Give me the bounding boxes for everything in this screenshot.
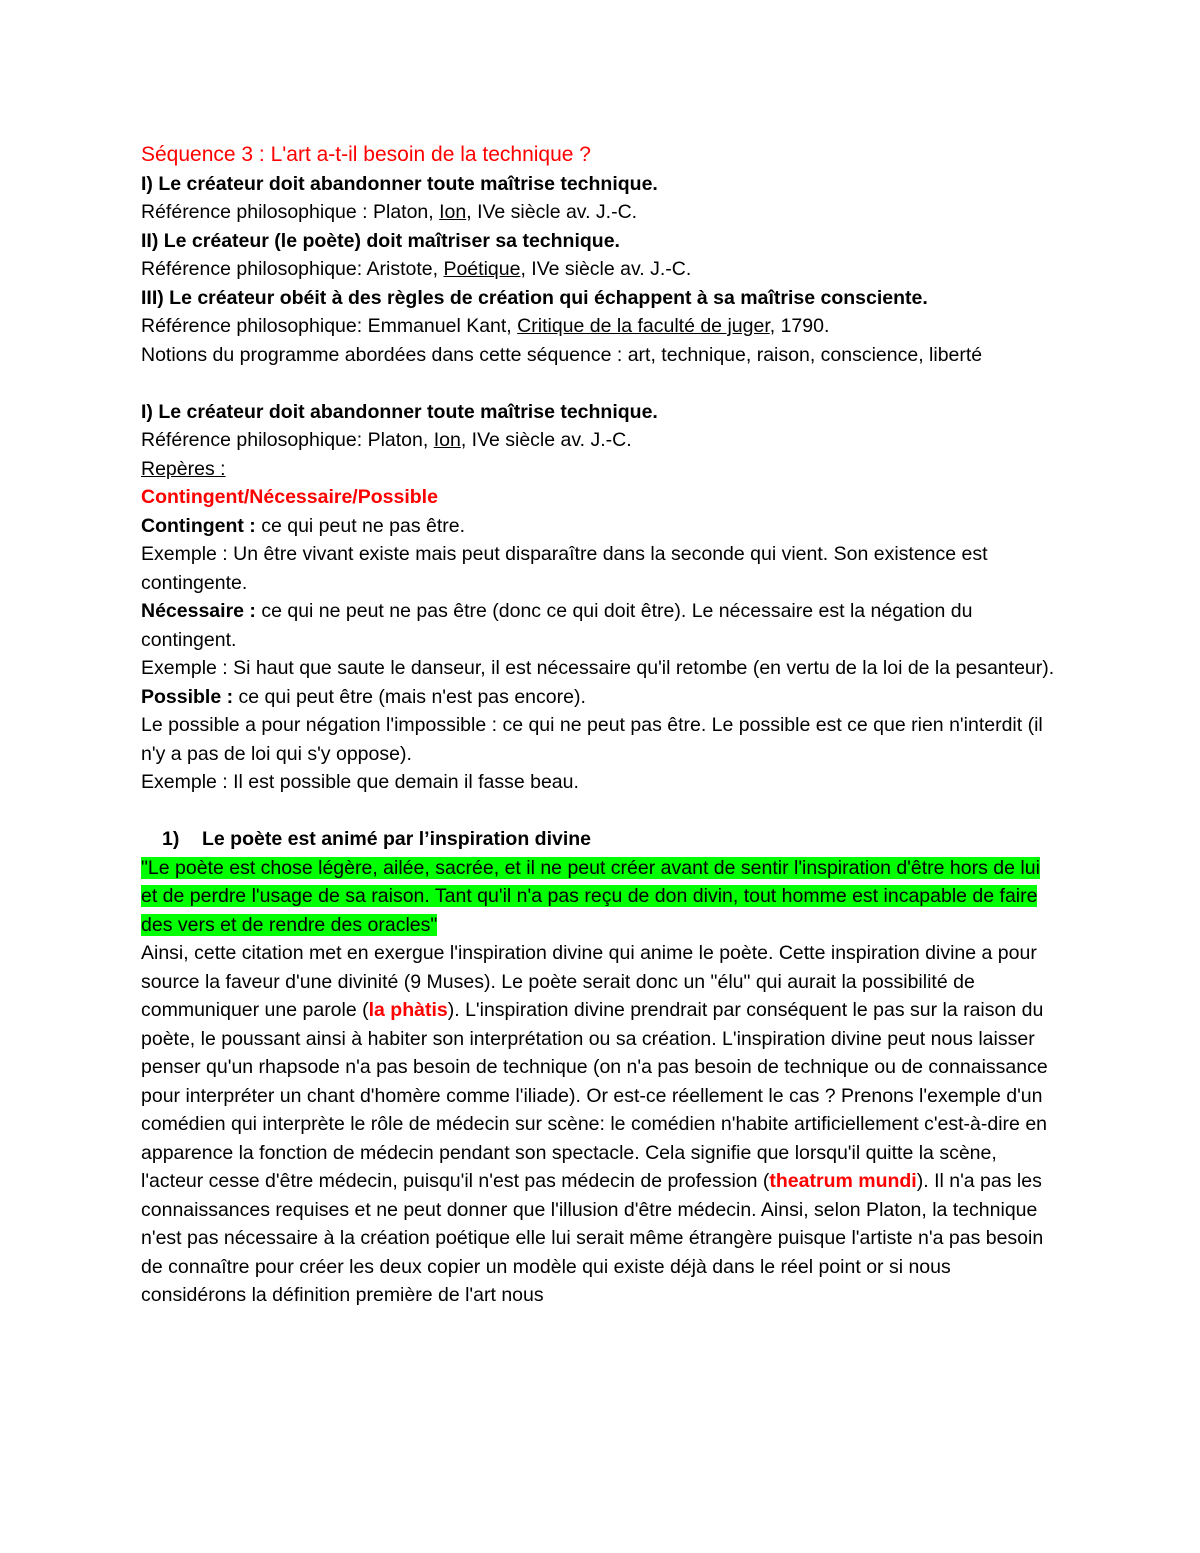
plan-part2-heading: II) Le créateur (le poète) doit maîtriser sa technique. [141, 229, 620, 252]
plan-part2-reference: Référence philosophique: Aristote, Poétique, IVe siècle av. J.-C. [141, 258, 692, 280]
necessaire-definition: Nécessaire : ce qui ne peut ne pas être (donc ce qui doit être). Le nécessaire est la négation du contingent. [141, 600, 973, 651]
term-contingent: Contingent : [141, 514, 256, 537]
blank-line [141, 797, 1060, 826]
reperes-label: Repères : [141, 457, 226, 480]
concepts-title: Contingent/Nécessaire/Possible [141, 486, 438, 508]
necessaire-example: Exemple : Si haut que saute le danseur, il est nécessaire qu'il retombe (en vertu de la loi de la pesanteur). [141, 657, 1055, 679]
analysis-paragraph: Ainsi, cette citation met en exergue l'inspiration divine qui anime le poète. Cette inspiration divine a pour source la faveur d'une divinité (9 Muses). Le poète serait donc un "élu" qui aurait la possibilité de communiquer une parole (la phàtis). L'inspiration divine prendrait par conséquent le pas sur la raison du poète, le poussant ainsi à habiter son interprétation ou sa création. L'inspiration divine peut nous laisser penser qu'un rhapsode n'a pas besoin de technique (on n'a pas besoin de technique ou de connaissance pour interpréter un chant d'homère comme l'iliade). Or est-ce réellement le cas ? Prenons l'exemple d'un comédien qui interprète le rôle de médecin sur scène: le comédien n'habite artificiellement c'est-à-dire en apparence la fonction de médecin pendant son spectacle. Cela signifie que lorsqu'il quitte la scène, l'acteur cesse d'être médecin, puisqu'il n'est pas médecin de profession (theatrum mundi). Il n'a pas les connaissances requises et ne peut donner que l'illusion d'être médecin. Ainsi, selon Platon, la technique n'est pas nécessaire à la création poétique elle lui serait même étrangère puisque l'artiste n'a pas besoin de connaître pour créer les deux copier un modèle qui existe déjà dans le réel point or si nous considérons la définition première de l'art nous [141, 942, 1048, 1306]
possible-definition: Possible : ce qui peut être (mais n'est pas encore). [141, 685, 586, 708]
highlighted-quote: "Le poète est chose légère, ailée, sacrée, et il ne peut créer avant de sentir l'inspiration d'être hors de lui et de perdre l'usage de sa raison. Tant qu'il n'a pas reçu de don divin, tout homme est incapable de faire des vers et de rendre des oracles" [141, 856, 1040, 936]
section1-reference: Référence philosophique: Platon, Ion, IVe siècle av. J.-C. [141, 429, 632, 451]
plato-quote [141, 854, 1060, 940]
plan-part3-reference: Référence philosophique: Emmanuel Kant, Critique de la faculté de juger, 1790. [141, 315, 830, 337]
plan-part3-heading: III) Le créateur obéit à des règles de création qui échappent à sa maîtrise consciente. [141, 286, 928, 309]
work-title: Poétique [443, 258, 521, 280]
notions-list: Notions du programme abordées dans cette séquence : art, technique, raison, conscience, liberté [141, 343, 983, 366]
work-title: Ion [433, 429, 461, 451]
plan-part1-heading: I) Le créateur doit abandonner toute maîtrise technique. [141, 172, 658, 195]
contingent-example: Exemple : Un être vivant existe mais peut disparaître dans la seconde qui vient. Son existence est contingente. [141, 543, 988, 594]
plan-part1-reference: Référence philosophique : Platon, Ion, IVe siècle av. J.-C. [141, 201, 638, 223]
term-phatis: la phàtis [368, 999, 448, 1021]
possible-negation: Le possible a pour négation l'impossible : ce qui ne peut pas être. Le possible est ce que rien n'interdit (il n'y a pas de loi qui s'y oppose). [141, 714, 1043, 765]
list-number: 1) [162, 828, 180, 850]
possible-example: Exemple : Il est possible que demain il fasse beau. [141, 771, 579, 793]
section1-heading: I) Le créateur doit abandonner toute maîtrise technique. [141, 400, 658, 423]
subsection1-heading: 1) Le poète est animé par l’inspiration divine [141, 825, 1060, 854]
blank-line [141, 369, 1060, 398]
term-theatrum-mundi: theatrum mundi [769, 1170, 917, 1192]
term-possible: Possible : [141, 685, 234, 708]
work-title: Critique de la faculté de juger [517, 315, 770, 337]
contingent-definition: Contingent : ce qui peut ne pas être. [141, 514, 466, 537]
term-necessaire: Nécessaire : [141, 600, 256, 622]
work-title: Ion [439, 201, 467, 223]
sequence-title: Séquence 3 : L'art a-t-il besoin de la technique ? [141, 143, 591, 166]
